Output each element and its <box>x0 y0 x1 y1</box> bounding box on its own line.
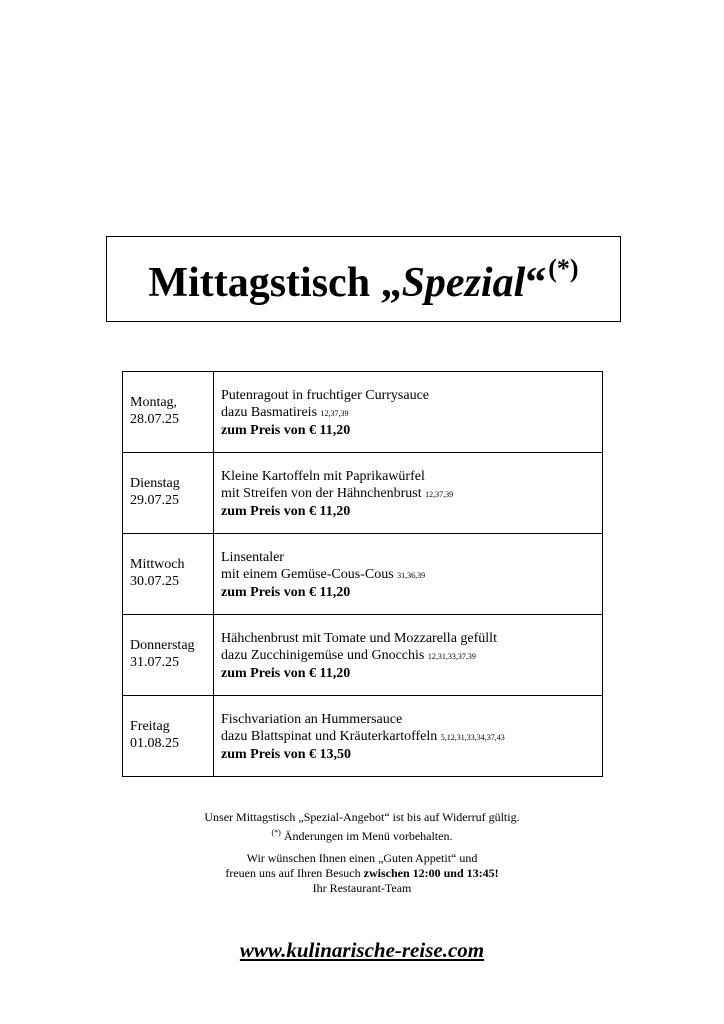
dish-cell <box>214 615 603 696</box>
dish-price: zum Preis von € 11,20 <box>221 585 351 600</box>
changes-note <box>0 825 724 844</box>
day-date: 28.07.25 <box>130 412 179 427</box>
allergen-codes: 5,12,31,33,34,37,43 <box>440 733 505 742</box>
dish-line2: dazu Blattspinat und Kräuterkartoffeln <box>221 729 438 744</box>
visit-prefix: freuen uns auf Ihren Besuch <box>225 866 364 880</box>
changes-mark: (*) <box>271 828 281 837</box>
title-prefix: Mittagstisch „ <box>148 259 402 306</box>
day-name: Freitag <box>130 719 170 734</box>
day-name: Donnerstag <box>130 638 195 653</box>
dish-price: zum Preis von € 11,20 <box>221 504 351 519</box>
allergen-codes: 31,36,39 <box>397 571 426 580</box>
day-name: Montag, <box>130 395 178 410</box>
dish-line2: dazu Basmatireis <box>221 405 318 420</box>
menu-row-monday <box>123 372 603 453</box>
dish-cell <box>214 453 603 534</box>
dish-line1: Hähchenbrust mit Tomate und Mozzarella gefüllt <box>221 631 497 646</box>
menu-row-friday <box>123 696 603 777</box>
menu-row-tuesday <box>123 453 603 534</box>
visit-time: zwischen 12:00 und 13:45! <box>363 866 499 880</box>
dish-line1: Fischvariation an Hummersauce <box>221 712 403 727</box>
menu-row-thursday <box>123 615 603 696</box>
footer-notes <box>0 810 724 896</box>
day-cell <box>123 372 214 453</box>
title-suffix: “ <box>525 259 547 306</box>
day-cell <box>123 696 214 777</box>
validity-note: Unser Mittagstisch „Spezial-Angebot“ ist bis auf Widerruf gültig. <box>204 810 520 824</box>
day-date: 31.07.25 <box>130 655 179 670</box>
changes-text: Änderungen im Menü vorbehalten. <box>280 829 453 843</box>
dish-price: zum Preis von € 13,50 <box>221 747 352 762</box>
dish-line2: dazu Zucchinigemüse und Gnocchis <box>221 648 425 663</box>
dish-cell <box>214 372 603 453</box>
dish-price: zum Preis von € 11,20 <box>221 666 351 681</box>
title-special: Spezial <box>401 259 526 306</box>
title-note-mark: (*) <box>548 253 579 283</box>
dish-cell <box>214 696 603 777</box>
wish-note: Wir wünschen Ihnen einen „Guten Appetit“ und <box>246 851 478 865</box>
day-cell <box>123 615 214 696</box>
allergen-codes: 12,31,33,37,39 <box>427 652 476 661</box>
dish-price: zum Preis von € 11,20 <box>221 423 351 438</box>
day-date: 30.07.25 <box>130 574 179 589</box>
website-link[interactable]: www.kulinarische-reise.com <box>239 938 485 962</box>
day-name: Dienstag <box>130 476 180 491</box>
dish-line1: Putenragout in fruchtiger Currysauce <box>221 388 429 403</box>
dish-line2: mit Streifen von der Hähnchenbrust <box>221 486 422 501</box>
menu-row-wednesday <box>123 534 603 615</box>
title-box <box>106 236 621 322</box>
day-cell <box>123 453 214 534</box>
visit-note <box>0 866 724 881</box>
page-title <box>148 253 579 307</box>
team-signature: Ihr Restaurant-Team <box>312 881 412 895</box>
day-cell <box>123 534 214 615</box>
menu-table <box>122 371 603 777</box>
allergen-codes: 12,37,39 <box>425 490 454 499</box>
dish-line1: Kleine Kartoffeln mit Paprikawürfel <box>221 469 425 484</box>
day-date: 29.07.25 <box>130 493 179 508</box>
dish-line1: Linsentaler <box>221 550 284 565</box>
allergen-codes: 12,37,39 <box>320 409 349 418</box>
dish-cell <box>214 534 603 615</box>
day-name: Mittwoch <box>130 557 185 572</box>
day-date: 01.08.25 <box>130 736 179 751</box>
dish-line2: mit einem Gemüse-Cous-Cous <box>221 567 394 582</box>
